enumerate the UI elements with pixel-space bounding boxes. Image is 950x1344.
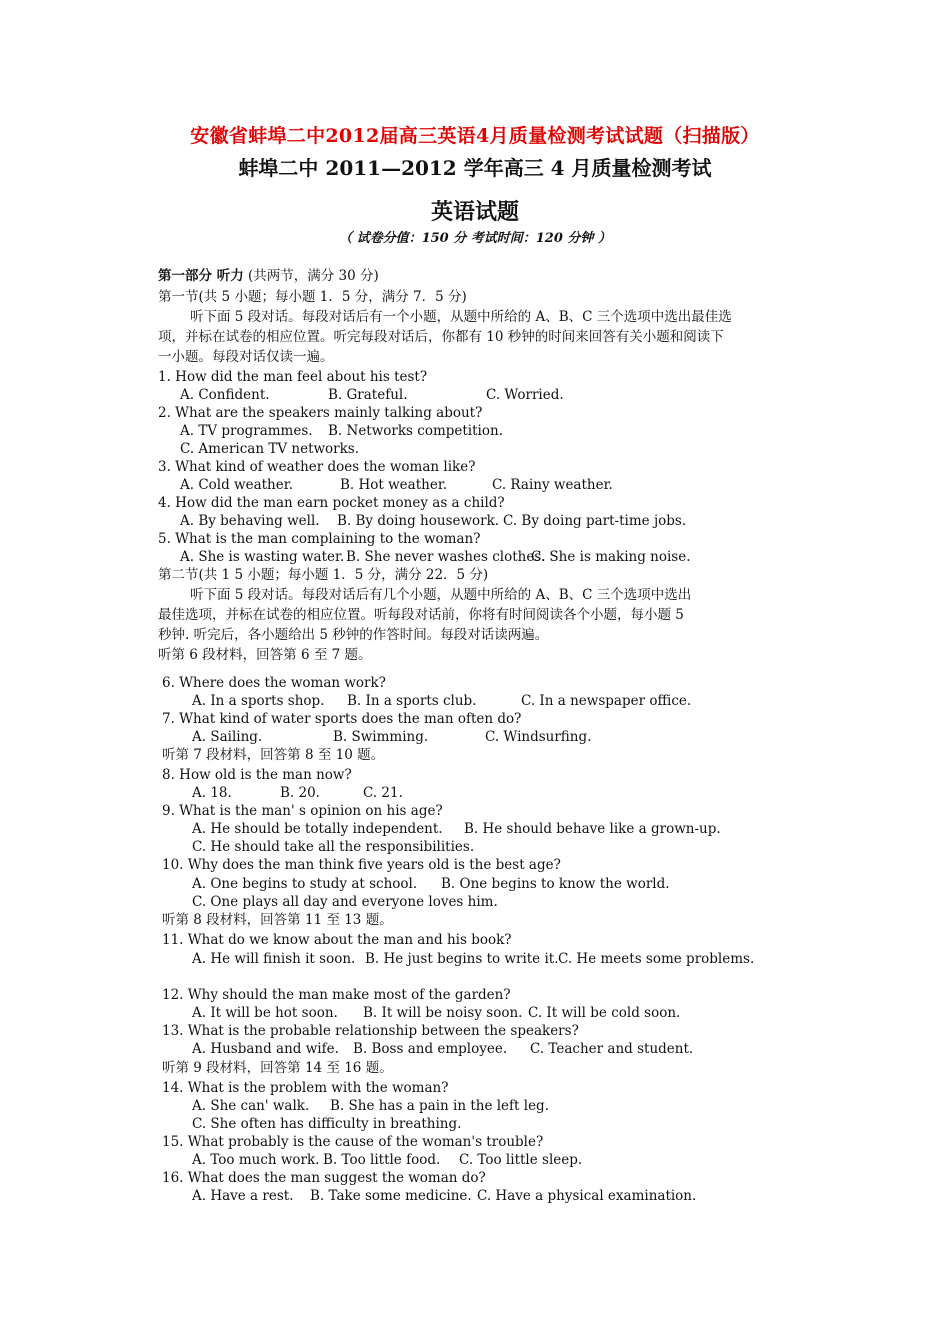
option-c: C. Rainy weather.	[492, 477, 613, 493]
section2-heading: 第二节(共 1 5 小题；每小题 1．5 分，满分 22．5 分)	[158, 567, 489, 583]
question-stem: 16. What does the man suggest the woman do?	[162, 1170, 486, 1186]
part1-heading: 第一部分 听力	[158, 268, 244, 284]
option-b: B. Networks competition.	[328, 423, 503, 439]
option-b: B. She never washes clothes.	[346, 549, 546, 565]
option-a: A. Too much work.	[192, 1152, 320, 1168]
option-b: B. In a sports club.	[347, 693, 477, 709]
question-stem: 2. What are the speakers mainly talking about?	[158, 405, 483, 421]
material-note: 听第 8 段材料，回答第 11 至 13 题。	[162, 912, 393, 928]
exam-info: （ 试卷分值：150 分 考试时间：120 分钟 ）	[339, 231, 611, 246]
option-b: B. By doing housework.	[337, 513, 500, 529]
subject-title: 英语试题	[430, 199, 519, 225]
question-stem: 5. What is the man complaining to the woman?	[158, 531, 481, 547]
option-a: A. She can' walk.	[192, 1098, 310, 1114]
option-b: B. Grateful.	[328, 387, 408, 403]
question-stem: 3. What kind of weather does the woman like?	[158, 459, 476, 475]
option-b: B. Too little food.	[323, 1152, 441, 1168]
option-c: C. One plays all day and everyone loves him.	[192, 894, 498, 910]
option-c: C. By doing part-time jobs.	[503, 513, 687, 529]
section1-instructions-3: 一小题。每段对话仅读一遍。	[158, 349, 334, 365]
option-c: C. Teacher and student.	[530, 1041, 694, 1057]
option-a: A. Confident.	[180, 387, 270, 403]
option-c: C. She is making noise.	[531, 549, 691, 565]
option-c: C. Windsurfing.	[485, 729, 592, 745]
section2-instructions-2: 最佳选项，并标在试卷的相应位置。听每段对话前，你将有时间阅读各个小题，每小题 5	[158, 607, 684, 623]
question-stem: 15. What probably is the cause of the woman's trouble?	[162, 1134, 544, 1150]
question-stem: 9. What is the man' s opinion on his age?	[162, 803, 443, 819]
option-b: B. She has a pain in the left leg.	[330, 1098, 549, 1114]
option-c: C. He should take all the responsibilities.	[192, 839, 475, 855]
question-stem: 8. How old is the man now?	[162, 767, 352, 783]
option-b: B. He should behave like a grown-up.	[464, 821, 721, 837]
option-b: B. Boss and employee.	[353, 1041, 508, 1057]
option-a: A. She is wasting water.	[180, 549, 345, 565]
section1-heading: 第一节(共 5 小题；每小题 1．5 分，满分 7．5 分)	[158, 289, 467, 305]
material-note: 听第 7 段材料，回答第 8 至 10 题。	[162, 747, 385, 763]
option-b: B. It will be noisy soon.	[363, 1005, 523, 1021]
option-c: C. She often has difficulty in breathing.	[192, 1116, 462, 1132]
option-b: B. Hot weather.	[340, 477, 448, 493]
option-c: C. American TV networks.	[180, 441, 360, 457]
option-a: A. By behaving well.	[180, 513, 320, 529]
option-a: A. Have a rest.	[192, 1188, 294, 1204]
option-b: B. Take some medicine.	[310, 1188, 472, 1204]
option-a: A. In a sports shop.	[192, 693, 325, 709]
option-a: A. Husband and wife.	[192, 1041, 339, 1057]
option-b: B. He just begins to write it.	[365, 951, 559, 967]
option-b: B. One begins to know the world.	[441, 876, 670, 892]
question-stem: 4. How did the man earn pocket money as a child?	[158, 495, 505, 511]
section2-instructions-3: 秒钟. 听完后，各小题给出 5 秒钟的作答时间。每段对话读两遍。	[158, 627, 549, 643]
option-a: A. Cold weather.	[180, 477, 294, 493]
question-stem: 11. What do we know about the man and his book?	[162, 932, 512, 948]
option-b: B. Swimming.	[333, 729, 429, 745]
question-stem: 10. Why does the man think five years old is the best age?	[162, 857, 561, 873]
option-c: C. In a newspaper office.	[521, 693, 692, 709]
question-stem: 1. How did the man feel about his test?	[158, 369, 428, 385]
question-stem: 13. What is the probable relationship between the speakers?	[162, 1023, 579, 1039]
material-note: 听第 9 段材料，回答第 14 至 16 题。	[162, 1060, 393, 1076]
option-c: C. Too little sleep.	[459, 1152, 583, 1168]
material-note: 听第 6 段材料，回答第 6 至 7 题。	[158, 647, 372, 663]
option-c: C. Have a physical examination.	[477, 1188, 697, 1204]
part1-heading-note: (共两节，满分 30 分)	[248, 268, 379, 284]
option-a: A. He should be totally independent.	[192, 821, 443, 837]
school-title: 蚌埠二中 2011—2012 学年高三 4 月质量检测考试	[238, 156, 712, 180]
option-b: B. 20.	[280, 785, 320, 801]
section2-instructions-1: 听下面 5 段对话。每段对话后有几个小题，从题中所给的 A、B、C 三个选项中选出	[190, 587, 692, 603]
section1-instructions-2: 项，并标在试卷的相应位置。听完每段对话后，你都有 10 秒钟的时间来回答有关小题和阅读下	[158, 329, 724, 345]
question-stem: 14. What is the problem with the woman?	[162, 1080, 449, 1096]
document-title: 安徽省蚌埠二中2012届高三英语4月质量检测考试试题（扫描版）	[190, 125, 760, 147]
option-a: A. Sailing.	[192, 729, 263, 745]
question-stem: 7. What kind of water sports does the man often do?	[162, 711, 522, 727]
option-a: A. One begins to study at school.	[192, 876, 418, 892]
option-c: C. It will be cold soon.	[528, 1005, 681, 1021]
option-a: A. 18.	[192, 785, 232, 801]
option-c: C. He meets some problems.	[558, 951, 755, 967]
option-a: A. He will finish it soon.	[192, 951, 356, 967]
question-stem: 12. Why should the man make most of the garden?	[162, 987, 511, 1003]
part1-heading-line	[158, 267, 379, 285]
option-c: C. 21.	[363, 785, 403, 801]
section1-instructions-1: 听下面 5 段对话。每段对话后有一个小题，从题中所给的 A、B、C 三个选项中选出最佳选	[190, 309, 732, 325]
option-a: A. It will be hot soon.	[192, 1005, 338, 1021]
question-stem: 6. Where does the woman work?	[162, 675, 386, 691]
option-c: C. Worried.	[486, 387, 564, 403]
option-a: A. TV programmes.	[180, 423, 313, 439]
